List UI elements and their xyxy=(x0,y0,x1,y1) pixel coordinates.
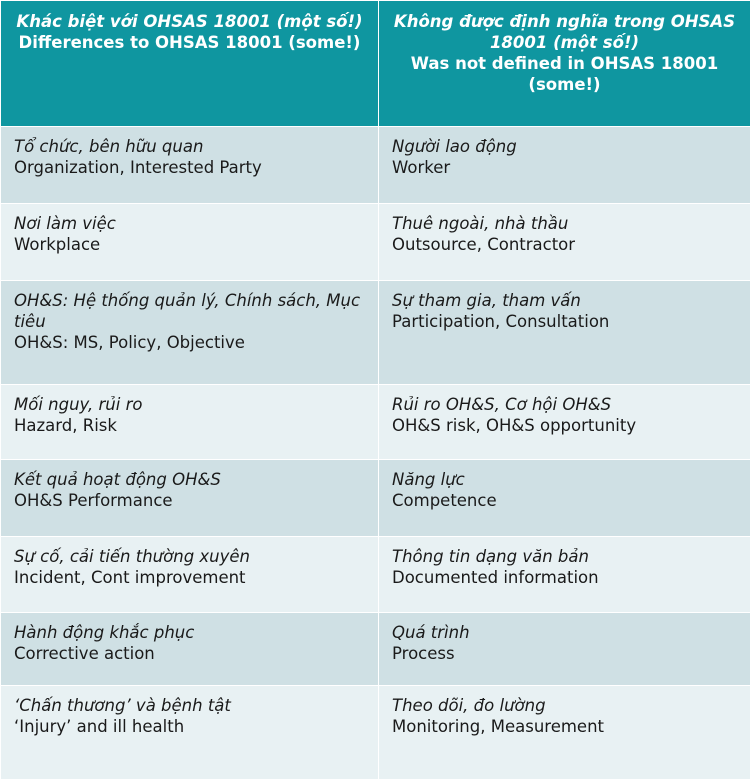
table-row xyxy=(1,127,750,204)
cell-not-defined xyxy=(379,385,750,460)
term-en: ‘Injury’ and ill health xyxy=(14,716,368,737)
cell-differences xyxy=(1,537,379,613)
cell-not-defined xyxy=(379,460,750,537)
term-en: Competence xyxy=(392,490,740,511)
cell-not-defined xyxy=(379,127,750,204)
header-not-defined-en: Was not defined in OHSAS 18001 (some!) xyxy=(389,53,740,95)
term-vi: Thuê ngoài, nhà thầu xyxy=(392,213,740,234)
cell-differences xyxy=(1,281,379,385)
term-vi: Nơi làm việc xyxy=(14,213,368,234)
term-en: Outsource, Contractor xyxy=(392,234,740,255)
table-row xyxy=(1,204,750,281)
term-vi: Sự cố, cải tiến thường xuyên xyxy=(14,546,368,567)
term-en: Worker xyxy=(392,157,740,178)
cell-not-defined xyxy=(379,204,750,281)
table-row xyxy=(1,613,750,686)
table-row xyxy=(1,460,750,537)
term-vi: Người lao động xyxy=(392,136,740,157)
term-en: Hazard, Risk xyxy=(14,415,368,436)
table-row xyxy=(1,385,750,460)
term-vi: Theo dõi, đo lường xyxy=(392,695,740,716)
cell-differences xyxy=(1,127,379,204)
header-not-defined xyxy=(379,1,750,127)
table-row xyxy=(1,281,750,385)
header-not-defined-vi: Không được định nghĩa trong OHSAS 18001 (một số!) xyxy=(389,11,740,53)
term-vi: Quá trình xyxy=(392,622,740,643)
term-vi: Tổ chức, bên hữu quan xyxy=(14,136,368,157)
term-en: Workplace xyxy=(14,234,368,255)
cell-differences xyxy=(1,385,379,460)
term-en: OH&S: MS, Policy, Objective xyxy=(14,332,368,353)
term-vi: ‘Chấn thương’ và bệnh tật xyxy=(14,695,368,716)
term-vi: Rủi ro OH&S, Cơ hội OH&S xyxy=(392,394,740,415)
term-en: OH&S risk, OH&S opportunity xyxy=(392,415,740,436)
cell-not-defined xyxy=(379,281,750,385)
term-vi: Năng lực xyxy=(392,469,740,490)
header-differences xyxy=(1,1,379,127)
term-en: Process xyxy=(392,643,740,664)
term-en: Monitoring, Measurement xyxy=(392,716,740,737)
table-row xyxy=(1,537,750,613)
header-differences-en: Differences to OHSAS 18001 (some!) xyxy=(11,32,368,53)
cell-differences xyxy=(1,686,379,780)
term-en: Documented information xyxy=(392,567,740,588)
cell-differences xyxy=(1,204,379,281)
cell-not-defined xyxy=(379,613,750,686)
term-vi: Sự tham gia, tham vấn xyxy=(392,290,740,311)
cell-differences xyxy=(1,613,379,686)
header-differences-vi: Khác biệt với OHSAS 18001 (một số!) xyxy=(11,11,368,32)
term-vi: Kết quả hoạt động OH&S xyxy=(14,469,368,490)
term-vi: Mối nguy, rủi ro xyxy=(14,394,368,415)
table-row xyxy=(1,686,750,780)
cell-not-defined xyxy=(379,686,750,780)
term-en: Participation, Consultation xyxy=(392,311,740,332)
term-vi: Thông tin dạng văn bản xyxy=(392,546,740,567)
cell-not-defined xyxy=(379,537,750,613)
cell-differences xyxy=(1,460,379,537)
term-vi: OH&S: Hệ thống quản lý, Chính sách, Mục tiêu xyxy=(14,290,368,332)
term-en: Organization, Interested Party xyxy=(14,157,368,178)
table-header-row xyxy=(1,1,750,127)
term-en: OH&S Performance xyxy=(14,490,368,511)
term-en: Incident, Cont improvement xyxy=(14,567,368,588)
term-en: Corrective action xyxy=(14,643,368,664)
term-vi: Hành động khắc phục xyxy=(14,622,368,643)
